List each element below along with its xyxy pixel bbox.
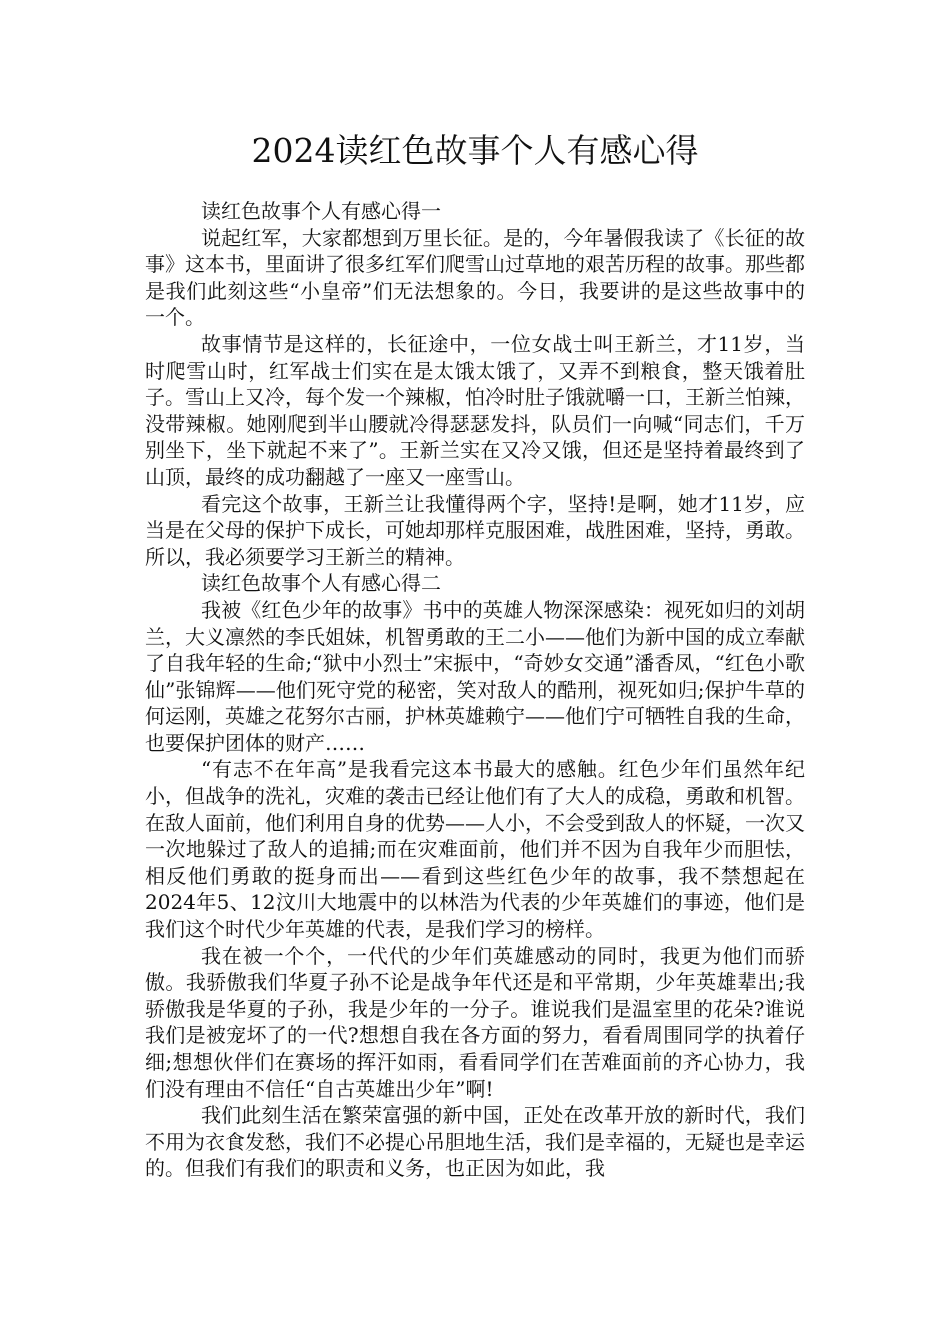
paragraph: 我们此刻生活在繁荣富强的新中国，正处在改革开放的新时代，我们不用为衣食发愁，我们不必提心吊胆地生活，我们是幸福的，无疑也是幸运的。但我们有我们的职责和义务，也正因为如此，我 — [145, 1103, 805, 1181]
document-body — [145, 198, 805, 1182]
section-heading: 读红色故事个人有感心得一 — [201, 199, 441, 223]
paragraph: “有志不在年高”是我看完这本书最大的感触。红色少年们虽然年纪小，但战争的洗礼，灾难的袭击已经让他们有了大人的成稳，勇敢和机智。在敌人面前，他们利用自身的优势——人小，不会受到敌人的怀疑，一次又一次地躲过了敌人的追捕;而在灾难面前，他们并不因为自我年少而胆怯，相反他们勇敢的挺身而出——看到这些红色少年的故事，我不禁想起在2024年5、12汶川大地震中的以林浩为代表的少年英雄们的事迹，他们是我们这个时代少年英雄的代表，是我们学习的榜样。 — [145, 757, 805, 942]
paragraph: 我在被一个个，一代代的少年们英雄感动的同时，我更为他们而骄傲。我骄傲我们华夏子孙不论是战争年代还是和平常期，少年英雄辈出;我骄傲我是华夏的子孙，我是少年的一分子。谁说我们是温室里的花朵?谁说我们是被宠坏了的一代?想想自我在各方面的努力，看看周围同学的执着仔细;想想伙伴们在赛场的挥汗如雨，看看同学们在苦难面前的齐心协力，我们没有理由不信任“自古英雄出少年”啊! — [145, 943, 805, 1101]
paragraph: 故事情节是这样的，长征途中，一位女战士叫王新兰，才11岁，当时爬雪山时，红军战士们实在是太饿太饿了，又弄不到粮食，整天饿着肚子。雪山上又冷，每个发一个辣椒，怕冷时肚子饿就嚼一口，王新兰怕辣，没带辣椒。她刚爬到半山腰就冷得瑟瑟发抖，队员们一向喊“同志们，千万别坐下，坐下就起不来了”。王新兰实在又冷又饿，但还是坚持着最终到了山顶，最终的成功翻越了一座又一座雪山。 — [145, 331, 805, 489]
section-heading: 读红色故事个人有感心得二 — [201, 571, 441, 596]
document-title: 2024读红色故事个人有感心得 — [251, 131, 699, 170]
paragraph: 看完这个故事，王新兰让我懂得两个字，坚持!是啊，她才11岁，应当是在父母的保护下成长，可她却那样克服困难，战胜困难，坚持，勇敢。所以，我必须要学习王新兰的精神。 — [145, 491, 805, 569]
paragraph: 我被《红色少年的故事》书中的英雄人物深深感染：视死如归的刘胡兰，大义凛然的李氏姐妹，机智勇敢的王二小——他们为新中国的成立奉献了自我年轻的生命;“狱中小烈士”宋振中，“奇妙女交通”潘香凤，“红色小歌仙”张锦辉——他们死守党的秘密，笑对敌人的酷刑，视死如归;保护牛草的何运刚，英雄之花努尔古丽，护林英雄赖宁——他们宁可牺牲自我的生命，也要保护团体的财产…… — [145, 597, 805, 755]
paragraph: 说起红军，大家都想到万里长征。是的，今年暑假我读了《长征的故事》这本书，里面讲了很多红军们爬雪山过草地的艰苦历程的故事。那些都是我们此刻这些“小皇帝”们无法想象的。今日，我要讲的是这些故事中的一个。 — [145, 225, 805, 330]
